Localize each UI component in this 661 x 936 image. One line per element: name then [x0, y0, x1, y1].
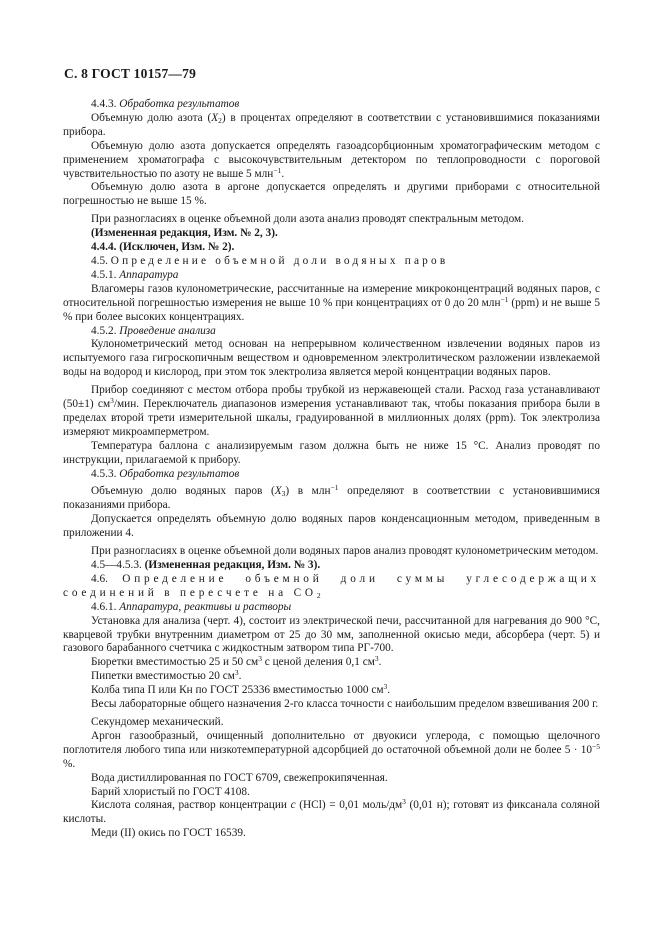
- text-run: Объемную долю азота допускается определять газоадсорбционным хроматографическим методом с применением хроматографа с высокочувствительным детектором по теплопроводности с пороговой чувствительностью по азоту не выше 5 млн: [63, 139, 600, 180]
- text-run: /мин. Переключатель диапазонов измерения устанавливают так, чтобы показания прибора были в пределах второй трети измерительной шкалы, градуированной в миллионных долях (ppm). Ток электролиза измеряют микроамперметром.: [63, 398, 600, 438]
- text-run: с ценой деления 0,1 см: [261, 656, 375, 669]
- paragraph: Барий хлористый по ГОСТ 4108.: [91, 785, 250, 798]
- text-run: .: [378, 656, 382, 669]
- paragraph: [63, 112, 600, 140]
- text-run: Пипетки вместимостью 20 см: [91, 670, 235, 683]
- superscript: 3: [258, 654, 262, 664]
- paragraph: Объемную долю азота в аргоне допускается определять и другими приборами с относительной погрешностью не выше 15 %.: [63, 181, 600, 208]
- text-run: Прибор соединяют с местом отбора пробы трубкой из нержавеющей стали. Расход газа устанавливают (50±1) см: [63, 384, 600, 411]
- bold-text: (Измененная редакция, Изм. № 2, 3).: [91, 227, 278, 240]
- paragraph: [63, 384, 600, 440]
- paragraph: Весы лабораторные общего назначения 2-го класса точности с наибольшим пределом взвешивания 200 г.: [91, 698, 599, 711]
- section-title: Определение объемной доли суммы углесодержащих соединений в пересчете на СО: [63, 572, 600, 599]
- paragraph: [63, 684, 600, 698]
- amendment-note: [63, 559, 600, 573]
- text-run: определяют в соответствии с установившимися показаниями прибора.: [63, 485, 600, 512]
- variable: X: [274, 485, 282, 498]
- text-run: ) в процентах определяют в соответствии с установившимися показаниями прибора.: [63, 111, 600, 138]
- section-title: Аппаратура: [119, 268, 179, 281]
- bold-text: (Измененная редакция, Изм. № 3).: [144, 559, 321, 571]
- section-number: 4.5.3.: [91, 467, 117, 480]
- text-run: (0,01 н); готовят из фиксанала соляной кислоты.: [63, 799, 600, 826]
- text-run: ) в млн: [285, 485, 331, 498]
- section-title: Обработка результатов: [119, 467, 240, 480]
- text-run: .: [387, 684, 391, 697]
- paragraph: Допускается определять объемную долю водяных паров конденсационным методом, приведенным в приложении 4.: [63, 513, 600, 540]
- section-number: 4.6.: [91, 572, 108, 585]
- section-number: 4.5.1.: [91, 268, 117, 281]
- section-heading-4-6-1: [63, 601, 600, 615]
- text-run: Объемную долю водяных паров (: [91, 485, 275, 498]
- text-run: (HCl) = 0,01 моль/дм: [295, 799, 403, 812]
- superscript: −5: [592, 741, 600, 751]
- paragraph: [63, 485, 600, 513]
- section-number: 4.6.1.: [91, 600, 117, 613]
- superscript: −1: [273, 165, 282, 175]
- subscript: 2: [316, 590, 321, 600]
- subscript: 3: [281, 489, 286, 499]
- superscript: 3: [402, 797, 406, 807]
- superscript: 3: [374, 654, 379, 664]
- section-heading-4-5-3: [63, 468, 600, 482]
- superscript: 3: [110, 396, 114, 406]
- section-heading-4-5-2: [63, 325, 600, 339]
- section-number: 4.5.: [91, 254, 108, 267]
- superscript: 3: [234, 668, 239, 678]
- section-heading-4-4-3: [63, 98, 600, 112]
- bold-text: 4.4.4. (Исключен, Изм. № 2).: [91, 241, 235, 254]
- text-run: .: [238, 670, 242, 683]
- paragraph: При разногласиях в оценке объемной доли азота анализ проводят спектральным методом.: [91, 213, 524, 226]
- section-number: 4.5.2.: [91, 324, 117, 337]
- text-run: %.: [63, 757, 76, 770]
- paragraph: При разногласиях в оценке объемной доли водяных паров анализ проводят кулонометрическим методом.: [91, 545, 599, 558]
- section-heading-4-6: [63, 573, 600, 601]
- text-run: Влагомеры газов кулонометрические, рассчитанные на измерение микроконцентраций водяных паров, с относительной погрешностью измерения не выше 10 % при концентрациях от 0 до 20 млн: [63, 282, 600, 309]
- variable: X: [211, 111, 219, 124]
- text-run: 4.5—4.5.3.: [91, 559, 145, 571]
- text-run: (ppm) и не выше 5 % при более высоких концентрациях.: [63, 296, 600, 323]
- section-heading-4-5-1: [63, 269, 600, 283]
- section-title: Обработка результатов: [119, 98, 240, 110]
- amendment-note: [63, 241, 600, 255]
- section-title: Аппаратура, реактивы и растворы: [119, 600, 292, 613]
- paragraph: Секундомер механический.: [91, 715, 224, 728]
- subscript: 2: [218, 115, 222, 125]
- text-run: Объемную долю азота (: [91, 111, 212, 124]
- amendment-note: [63, 227, 600, 241]
- paragraph: [63, 730, 600, 772]
- document-body: [63, 98, 600, 841]
- paragraph: Вода дистиллированная по ГОСТ 6709, свежепрокипяченная.: [91, 771, 388, 784]
- section-number: 4.4.3.: [91, 98, 117, 110]
- paragraph: Меди (II) окись по ГОСТ 16539.: [91, 827, 246, 840]
- paragraph: [63, 656, 600, 670]
- paragraph: Установка для анализа (черт. 4), состоит из электрической печи, рассчитанной для нагревания до 900 °С, кварцевой трубки внутренним диаметром от 25 до 30 мм, заполненной окисью меди, абсорбера (черт. 5) и газового барабанного счетчика с жидкостным затвором типа РГ-700.: [63, 614, 600, 655]
- paragraph: [63, 799, 600, 827]
- superscript: −1: [330, 483, 339, 493]
- text-run: Аргон газообразный, очищенный дополнительно от двуокиси углерода, с помощью щелочного поглотителя любого типа или низкотемпературной адсорбцией до остаточной объемной доли не более 5 · 10: [63, 729, 600, 756]
- paragraph: [63, 670, 600, 684]
- text-run: Колба типа П или Кн по ГОСТ 25336 вместимостью 1000 см: [91, 684, 384, 697]
- paragraph: [63, 283, 600, 325]
- paragraph: [63, 140, 600, 182]
- section-title: Проведение анализа: [119, 324, 216, 337]
- page-header: С. 8 ГОСТ 10157—79: [64, 66, 197, 81]
- superscript: −1: [500, 294, 509, 304]
- text-run: Кислота соляная, раствор концентрации: [91, 799, 291, 812]
- text-run: .: [281, 167, 285, 180]
- text-run: Бюретки вместимостью 25 и 50 см: [91, 656, 259, 669]
- variable: с: [290, 799, 296, 812]
- section-title: Определение объемной доли водяных паров: [110, 254, 449, 267]
- section-heading-4-5: [63, 255, 600, 269]
- paragraph: Температура баллона с анализируемым газом должна быть не ниже 15 °С. Анализ проводят по инструкции, прилагаемой к прибору.: [63, 439, 600, 466]
- paragraph: Кулонометрический метод основан на непрерывном количественном извлечении водяных паров из испытуемого газа гигроскопичным веществом и одновременном электролитическом разложении извлекаемой воды на водород и кислород, при этом ток электролиза является мерой концентрации водяных паров.: [63, 338, 600, 379]
- superscript: 3: [383, 682, 388, 692]
